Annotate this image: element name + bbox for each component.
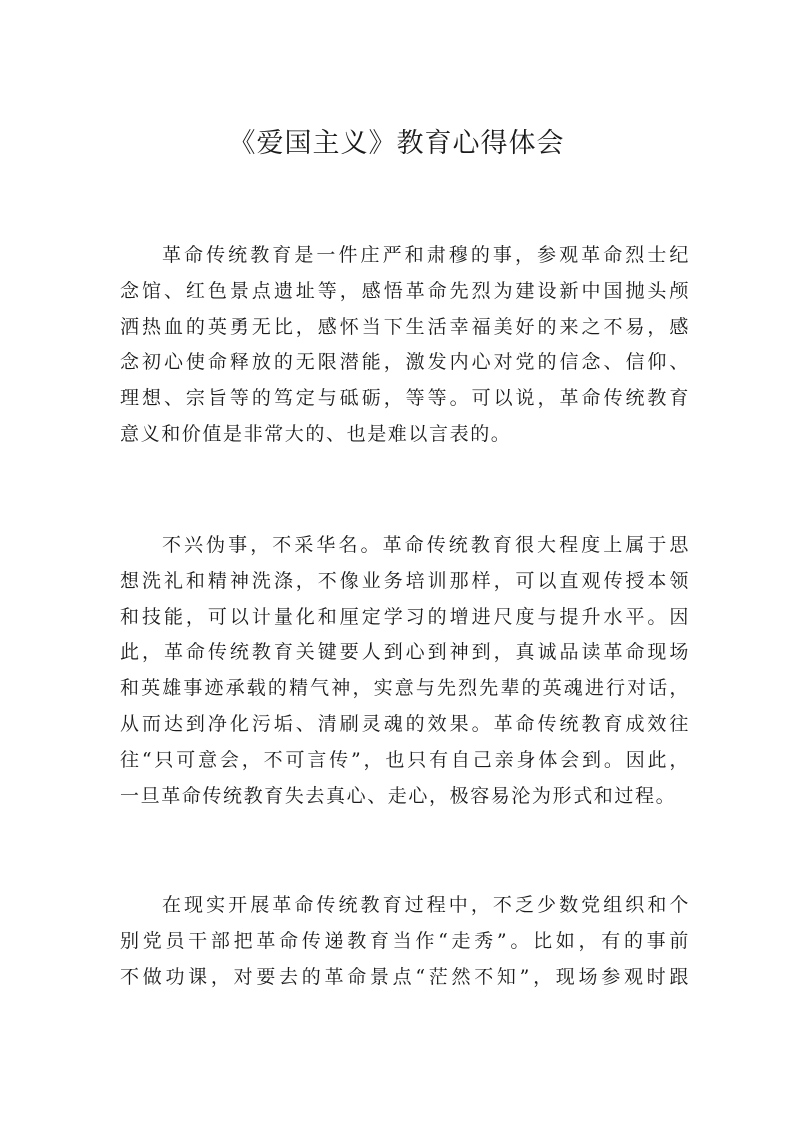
paragraph-line: 从而达到净化污垢、清刷灵魂的效果。革命传统教育成效往 [120,712,690,735]
paragraph-line: 往“只可意会，不可言传”，也只有自己亲身体会到。因此， [120,748,690,771]
paragraph-2 [120,528,690,814]
paragraph-line: 洒热血的英勇无比，感怀当下生活幸福美好的来之不易，感 [120,315,690,338]
paragraph-line: 在现实开展革命传统教育过程中，不乏少数党组织和个 [162,894,690,916]
document-title: 《爱国主义》教育心得体会 [228,128,565,159]
paragraph-line: 和英雄事迹承载的精气神，实意与先烈先辈的英魂进行对话， [120,677,690,700]
paragraph-line: 不兴伪事，不采华名。革命传统教育很大程度上属于思 [162,534,690,556]
paragraph-line: 意义和价值是非常大的、也是难以言表的。 [120,422,512,445]
paragraph-line: 念馆、红色景点遗址等，感悟革命先烈为建设新中国抛头颅 [120,279,690,302]
paragraph-line: 革命传统教育是一件庄严和肃穆的事，参观革命烈士纪 [162,244,690,266]
paragraph-line: 不做功课，对要去的革命景点“茫然不知”，现场参观时跟 [120,965,690,988]
paragraph-line: 别党员干部把革命传递教育当作“走秀”。比如，有的事前 [120,929,690,952]
paragraph-line: 念初心使命释放的无限潜能，激发内心对党的信念、信仰、 [120,351,690,374]
paragraph-1 [120,238,690,453]
paragraph-line: 理想、宗旨等的笃定与砥砺，等等。可以说，革命传统教育 [120,387,690,410]
paragraph-line: 一旦革命传统教育失去真心、走心，极容易沦为形式和过程。 [120,784,677,807]
paragraph-line: 想洗礼和精神洗涤，不像业务培训那样，可以直观传授本领 [120,569,690,592]
paragraph-3 [120,888,690,995]
paragraph-line: 和技能，可以计量化和厘定学习的增进尺度与提升水平。因 [120,605,690,628]
paragraph-line: 此，革命传统教育关键要人到心到神到，真诚品读革命现场 [120,641,690,664]
